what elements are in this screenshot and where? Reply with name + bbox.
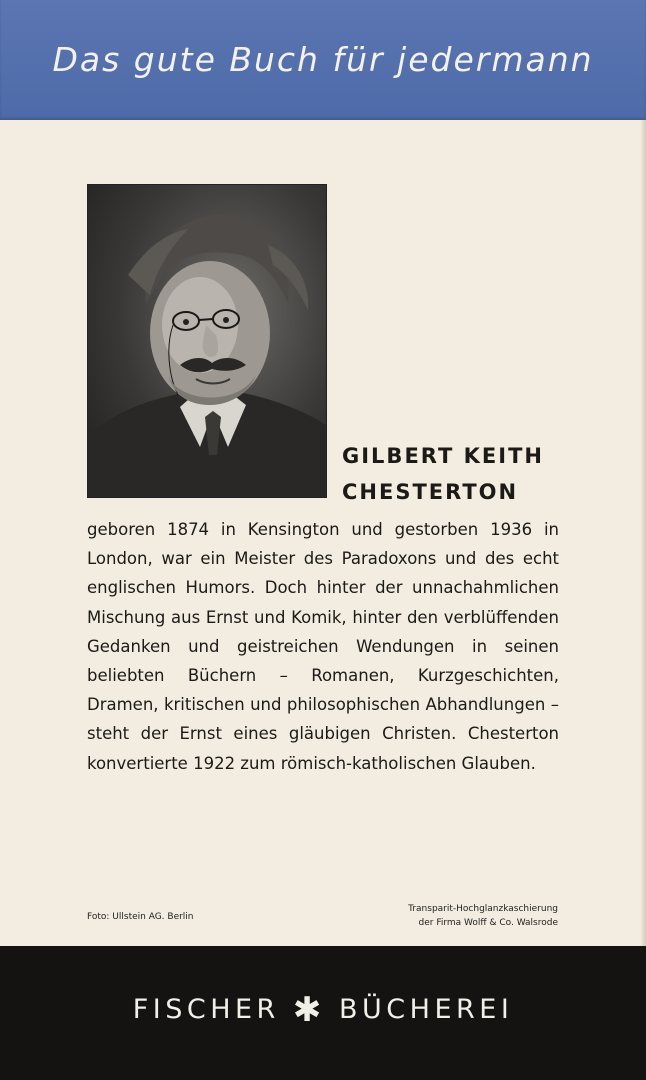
lamination-credit bbox=[330, 902, 558, 930]
series-title: Das gute Buch für jedermann bbox=[52, 40, 594, 79]
author-name-line1: GILBERT KEITH bbox=[342, 444, 544, 468]
author-biography: geboren 1874 in Kensington und gestorben 1936 in London, war ein Meister des Paradoxons und des echt englischen Humors. Doch hinter der unnachahmlichen Mischung aus Ernst und Komik, hinter den verblüffenden Gedanken und geistreichen Wendungen in seinen beliebten Büchern – Romanen, Kurzgeschichten, Dramen, kritischen und philosophischen Abhandlungen – steht der Ernst eines gläubigen Christen. Chesterton konvertierte 1922 zum römisch-katholischen Glauben. bbox=[87, 520, 559, 773]
photo-credit: Foto: Ullstein AG. Berlin bbox=[87, 912, 194, 922]
author-portrait-photo bbox=[87, 184, 327, 498]
author-name-line2: CHESTERTON bbox=[342, 480, 519, 504]
lamination-credit-line2: der Firma Wolff & Co. Walsrode bbox=[418, 918, 558, 928]
cover-edge-wear bbox=[640, 120, 646, 946]
author-name bbox=[342, 438, 544, 510]
asterisk-icon: ✱ bbox=[292, 990, 326, 1030]
portrait-illustration bbox=[88, 185, 326, 497]
publisher-name-left: FISCHER bbox=[132, 994, 280, 1025]
lamination-credit-line1: Transparit-Hochglanzkaschierung bbox=[408, 904, 558, 914]
publisher-name-right: BÜCHEREI bbox=[339, 994, 514, 1025]
publisher-logo bbox=[0, 990, 646, 1030]
